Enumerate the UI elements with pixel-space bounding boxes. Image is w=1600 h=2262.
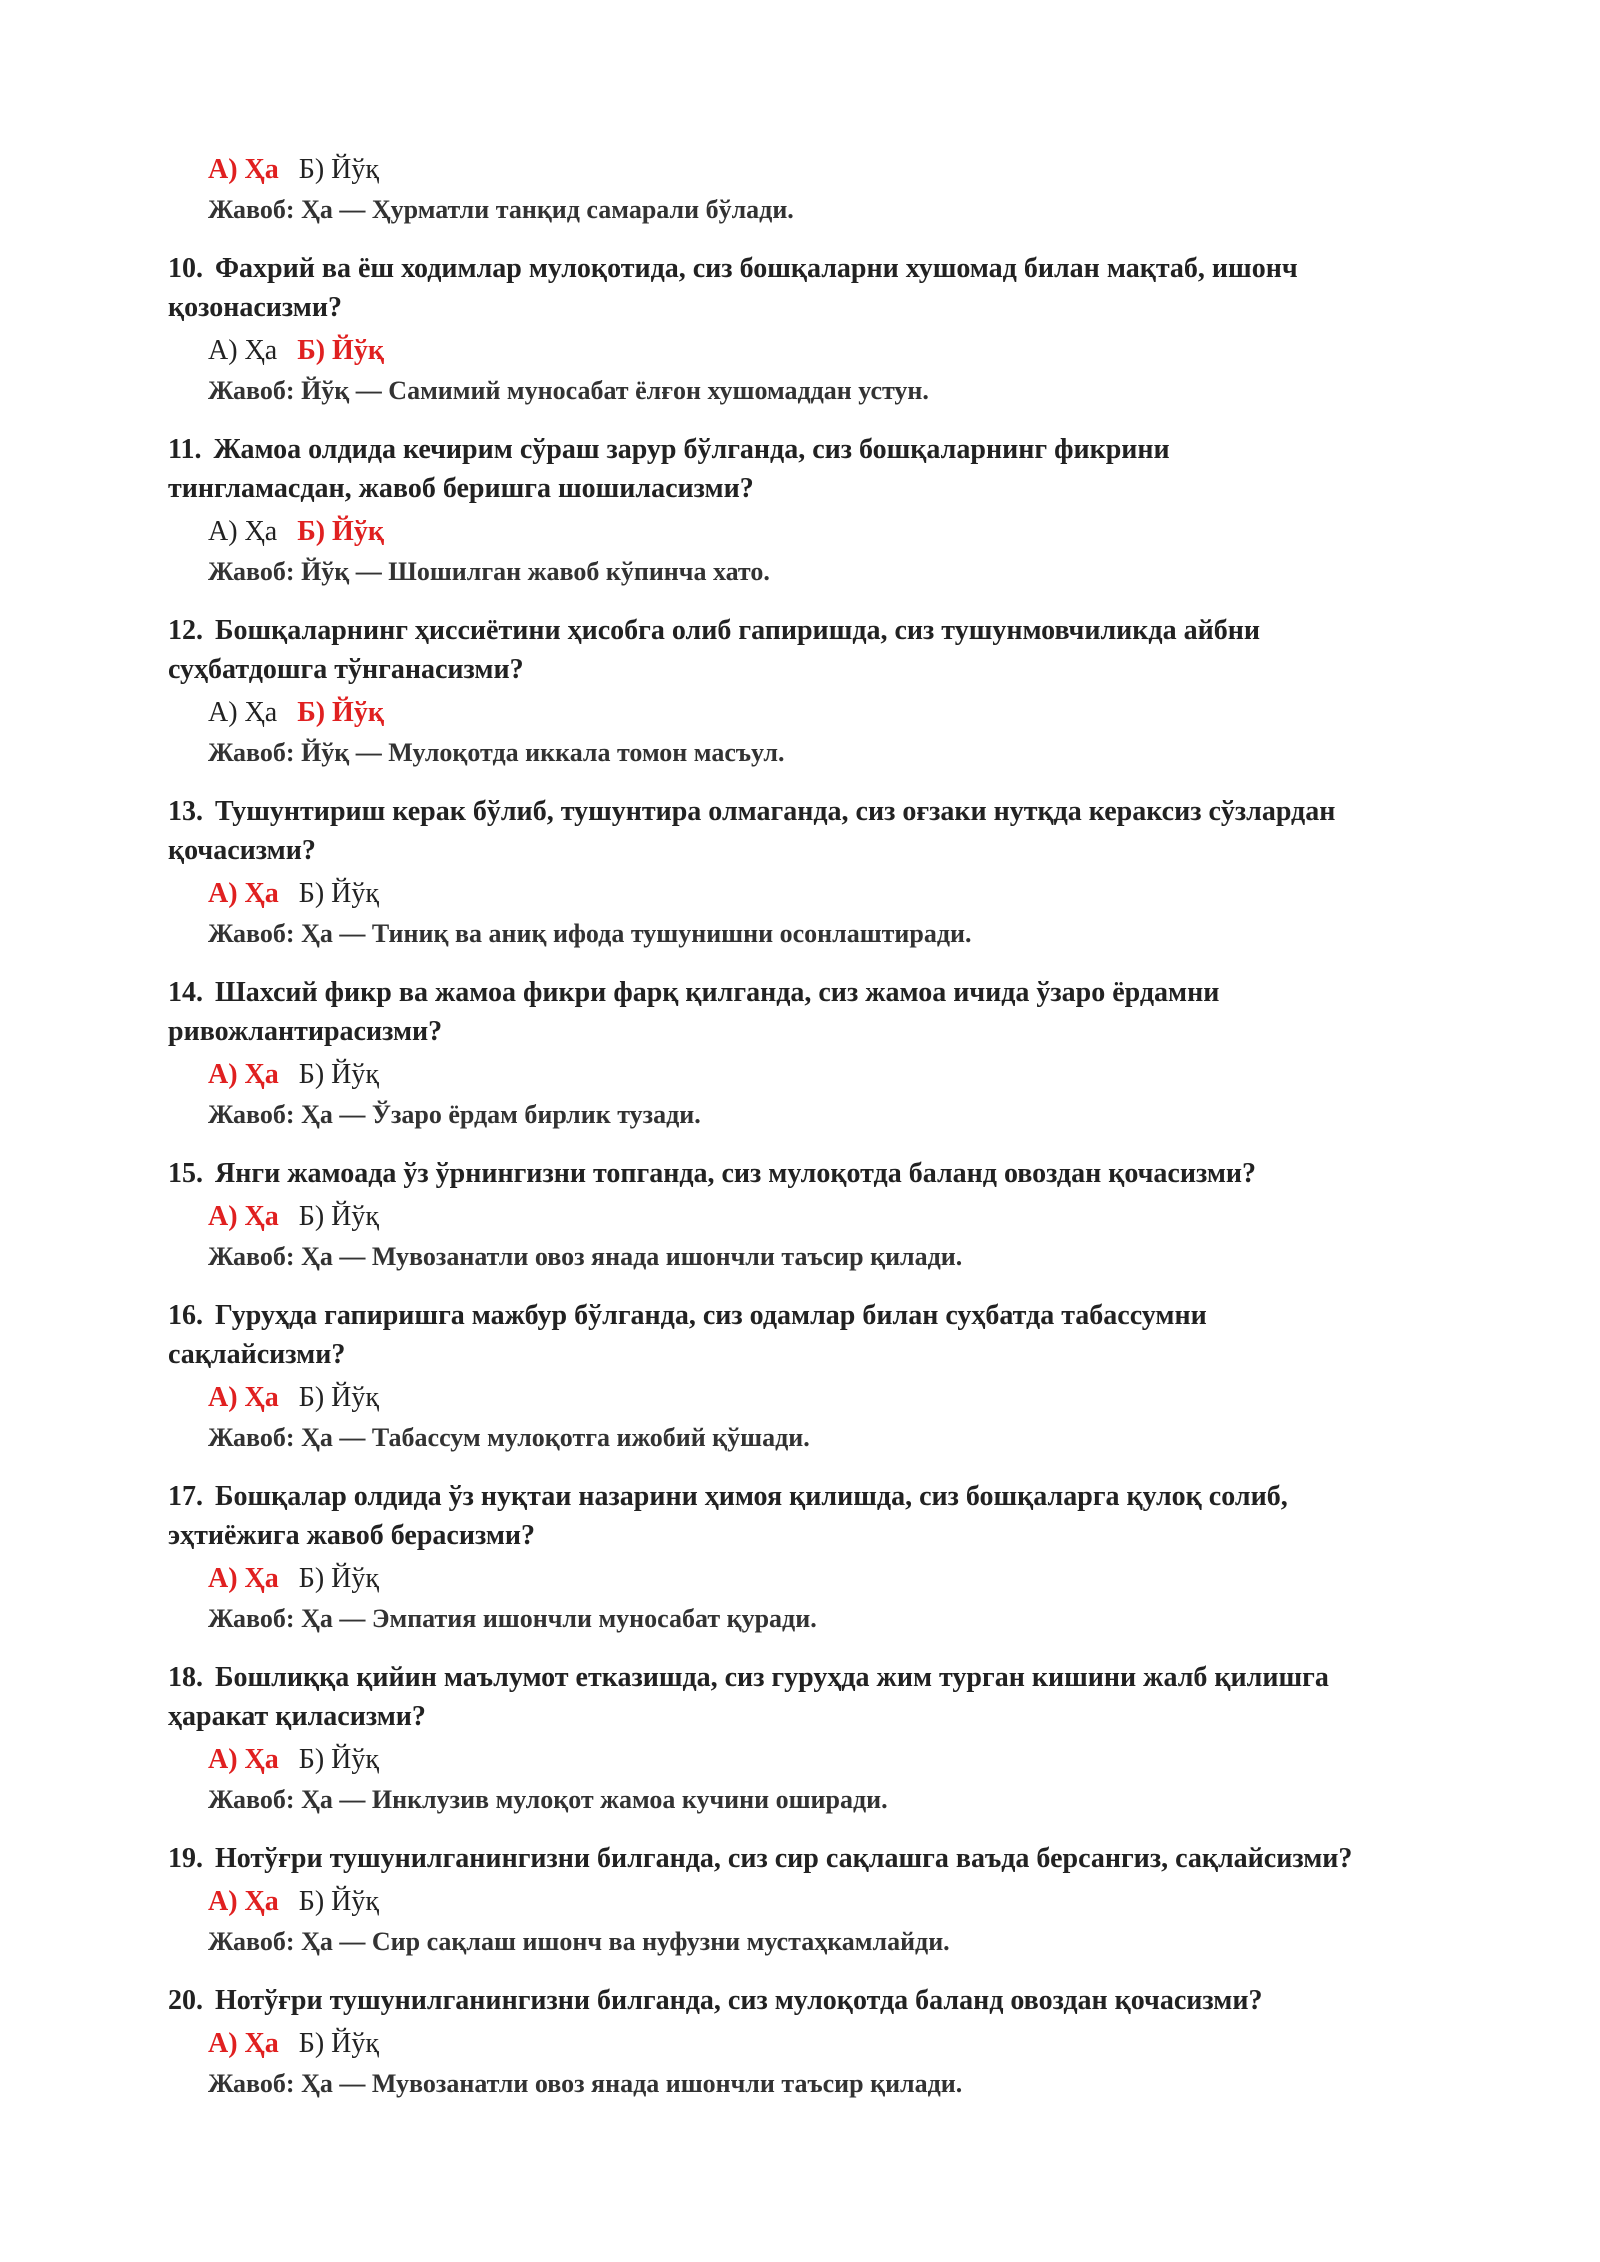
option: Б) Йўқ	[298, 2028, 379, 2059]
answer-options	[208, 331, 404, 370]
question-text	[168, 973, 1468, 1051]
answer-explanation: Жавоб: Ҳа — Мувозанатли овоз янада ишончли таъсир қилади.	[208, 2069, 963, 2098]
question-text	[168, 1477, 1468, 1555]
question-text	[168, 1296, 1468, 1374]
question-line	[168, 1296, 1468, 1335]
option-correct: А) Ҳа	[208, 1563, 279, 1594]
answer-explanation: Жавоб: Йўқ — Шошилган жавоб кўпинча хато.	[208, 557, 770, 586]
question-number: 14.	[168, 977, 203, 1008]
answer-explanation: Жавоб: Ҳа — Табассум мулоқотга ижобий қўшади.	[208, 1423, 810, 1452]
answer-options	[208, 150, 399, 189]
question-number: 12.	[168, 615, 203, 646]
answer-explanation: Жавоб: Ҳа — Инклузив мулоқот жамоа кучини оширади.	[208, 1785, 888, 1814]
option: Б) Йўқ	[298, 1059, 379, 1090]
question-line-text: Гуруҳда гапиришга мажбур бўлганда, сиз одамлар билан суҳбатда табассумни	[215, 1300, 1207, 1331]
option-correct: А) Ҳа	[208, 878, 279, 909]
answer-explanation: Жавоб: Ҳа — Ҳурматли танқид самарали бўлади.	[208, 195, 794, 224]
answer-options	[208, 2024, 399, 2063]
question-text	[168, 1981, 1468, 2020]
option: Б) Йўқ	[298, 1886, 379, 1917]
question-line	[168, 973, 1468, 1012]
option: Б) Йўқ	[298, 878, 379, 909]
question-line: ҳаракат қиласизми?	[168, 1701, 426, 1732]
answer-explanation: Жавоб: Ҳа — Эмпатия ишончли муносабат қуради.	[208, 1604, 817, 1633]
option-correct: Б) Йўқ	[297, 335, 384, 366]
question-number: 11.	[168, 434, 202, 465]
question-number: 19.	[168, 1843, 203, 1874]
question-line-text: Нотўғри тушунилганингизни билганда, сиз сир сақлашга ваъда берсангиз, сақлайсизми?	[215, 1843, 1353, 1874]
question-line: тингламасдан, жавоб беришга шошиласизми?	[168, 473, 754, 504]
question-line-text: Тушунтириш керак бўлиб, тушунтира олмаганда, сиз оғзаки нутқда кераксиз сўзлардан	[215, 796, 1336, 827]
option-correct: Б) Йўқ	[297, 516, 384, 547]
option: А) Ҳа	[208, 516, 278, 547]
answer-options	[208, 1197, 399, 1236]
option-correct: А) Ҳа	[208, 1059, 279, 1090]
answer-options	[208, 1740, 399, 1779]
question-text	[168, 1839, 1468, 1878]
option: А) Ҳа	[208, 335, 278, 366]
question-text	[168, 611, 1468, 689]
option-correct: А) Ҳа	[208, 1201, 279, 1232]
question-line-text: Бошқаларнинг ҳиссиётини ҳисобга олиб гапиришда, сиз тушунмовчиликда айбни	[215, 615, 1260, 646]
question-line	[168, 792, 1468, 831]
answer-explanation: Жавоб: Йўқ — Самимий муносабат ёлғон хушомаддан устун.	[208, 376, 929, 405]
question-line	[168, 430, 1468, 469]
question-number: 18.	[168, 1662, 203, 1693]
question-text	[168, 1658, 1468, 1736]
answer-explanation: Жавоб: Ҳа — Сир сақлаш ишонч ва нуфузни мустаҳкамлайди.	[208, 1927, 950, 1956]
question-text	[168, 430, 1468, 508]
question-line	[168, 1658, 1468, 1697]
question-line-text: Бошқалар олдида ўз нуқтаи назарини ҳимоя қилишда, сиз бошқаларга қулоқ солиб,	[215, 1481, 1288, 1512]
option-correct: А) Ҳа	[208, 1382, 279, 1413]
option: Б) Йўқ	[298, 1382, 379, 1413]
answer-options	[208, 1378, 399, 1417]
question-number: 10.	[168, 253, 203, 284]
question-line-text: Нотўғри тушунилганингизни билганда, сиз мулоқотда баланд овоздан қочасизми?	[215, 1985, 1263, 2016]
answer-explanation: Жавоб: Ҳа — Ўзаро ёрдам бирлик тузади.	[208, 1100, 701, 1129]
option-correct: А) Ҳа	[208, 1886, 279, 1917]
option-correct: А) Ҳа	[208, 1744, 279, 1775]
answer-options	[208, 1055, 399, 1094]
question-line	[168, 249, 1468, 288]
answer-explanation: Жавоб: Йўқ — Мулоқотда иккала томон масъул.	[208, 738, 785, 767]
question-number: 15.	[168, 1158, 203, 1189]
answer-explanation: Жавоб: Ҳа — Тиниқ ва аниқ ифода тушунишни осонлаштиради.	[208, 919, 972, 948]
question-line	[168, 611, 1468, 650]
question-number: 17.	[168, 1481, 203, 1512]
question-line-text: Бошлиққа қийин маълумот етказишда, сиз гуруҳда жим турган кишини жалб қилишга	[215, 1662, 1329, 1693]
answer-options	[208, 512, 404, 551]
answer-options	[208, 1882, 399, 1921]
option: Б) Йўқ	[298, 1201, 379, 1232]
option-correct: А) Ҳа	[208, 154, 279, 185]
question-line: ривожлантирасизми?	[168, 1016, 443, 1047]
question-line: қозонасизми?	[168, 292, 342, 323]
option: Б) Йўқ	[298, 154, 379, 185]
question-line: сақлайсизми?	[168, 1339, 346, 1370]
question-number: 20.	[168, 1985, 203, 2016]
answer-options	[208, 874, 399, 913]
option: А) Ҳа	[208, 697, 278, 728]
option-correct: А) Ҳа	[208, 2028, 279, 2059]
answer-explanation: Жавоб: Ҳа — Мувозанатли овоз янада ишончли таъсир қилади.	[208, 1242, 963, 1271]
question-line-text: Янги жамоада ўз ўрнингизни топганда, сиз мулоқотда баланд овоздан қочасизми?	[215, 1158, 1257, 1189]
question-text	[168, 249, 1468, 327]
option-correct: Б) Йўқ	[297, 697, 384, 728]
question-line	[168, 1981, 1468, 2020]
question-line	[168, 1477, 1468, 1516]
question-line	[168, 1154, 1468, 1193]
question-text	[168, 1154, 1468, 1193]
question-line	[168, 1839, 1468, 1878]
question-number: 16.	[168, 1300, 203, 1331]
question-line: қочасизми?	[168, 835, 316, 866]
question-number: 13.	[168, 796, 203, 827]
option: Б) Йўқ	[298, 1744, 379, 1775]
question-line-text: Жамоа олдида кечирим сўраш зарур бўлганда, сиз бошқаларнинг фикрини	[213, 434, 1170, 465]
answer-options	[208, 1559, 399, 1598]
question-text	[168, 792, 1468, 870]
answer-options	[208, 693, 404, 732]
option: Б) Йўқ	[298, 1563, 379, 1594]
question-line: эҳтиёжига жавоб берасизми?	[168, 1520, 536, 1551]
question-line-text: Фахрий ва ёш ходимлар мулоқотида, сиз бошқаларни хушомад билан мақтаб, ишонч	[215, 253, 1298, 284]
question-line-text: Шахсий фикр ва жамоа фикри фарқ қилганда, сиз жамоа ичида ўзаро ёрдамни	[215, 977, 1220, 1008]
question-line: суҳбатдошга тўнганасизми?	[168, 654, 524, 685]
